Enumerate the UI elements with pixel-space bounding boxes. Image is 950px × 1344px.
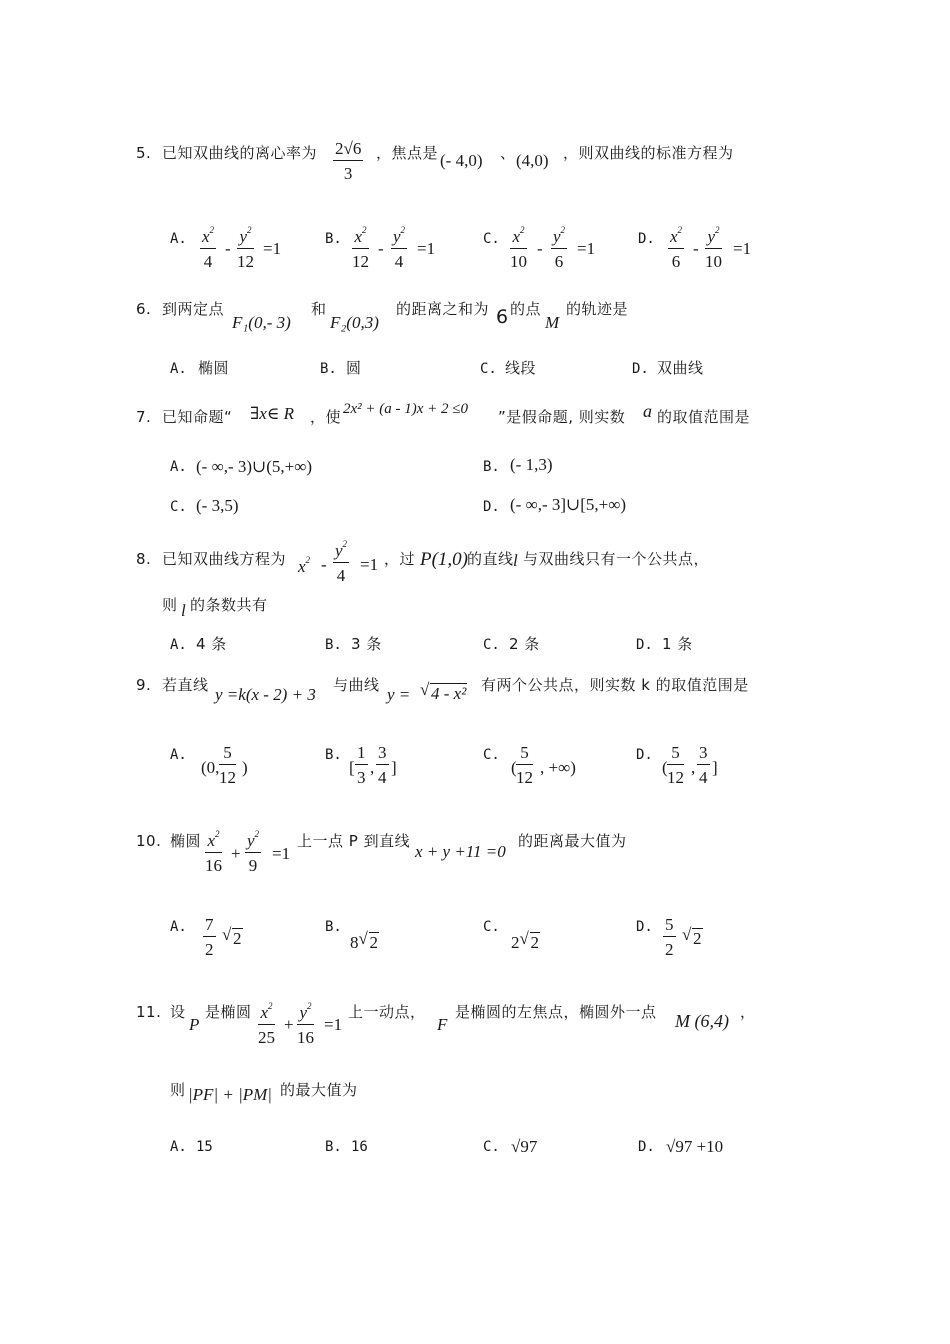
- question-stem: 与曲线: [333, 676, 380, 694]
- option-text: 15: [196, 1139, 213, 1155]
- eccentricity-fraction: $\frac{2√6}{3}$: [335, 139, 362, 183]
- option-label: B.: [325, 637, 342, 653]
- option-label: C.: [170, 499, 187, 515]
- question-stem: 设: [170, 1003, 186, 1021]
- y-fraction: $\frac{y^2}{16}$: [297, 1001, 314, 1047]
- exists-expression: ∃x∈ R: [250, 404, 294, 423]
- point-p: P(1,0): [420, 549, 469, 570]
- option-text: (- 1,3): [510, 455, 553, 474]
- option-label: C.: [483, 231, 500, 247]
- option-text: (- ∞,- 3)∪(5,+∞): [196, 457, 313, 476]
- exam-page: 5. 已知双曲线的离心率为 $\frac{2√6}{3}$ ，焦点是 (- 4,0) 、 (4,0) ，则双曲线的标准方程为 A. $\frac{x^2}{4}$ - $\frac{y^2}{12}$ =1 B. $\frac{x^2}{12}$ - $\frac{y^2}{4}$ =1 C. $\frac{x^2}{10}$ - $\frac{y^2}{6}$ =1 D. $\frac{x^2}{6}$ - $\frac{y^2}{10}$ =1 6. 到两定点 F₁(0,- 3) 和 F₂(0,3) 的距离之和为 6 的点 M 的轨迹是 A. 椭圆 B. 圆 C. 线段 D. 双曲线 7. 已知命题“ ∃x∈ R ，使 2x² + (a - 1)x + 2 ≤0 ”是假命题, 则实数 a 的取值范围是 A. (- ∞,- 3)∪(5,+∞) B. (- 1,3) C. (- 3,5) D. (- ∞,- 3]∪[5,+∞) 8. 已知双曲线方程为 $x^2$ - $\frac{y^2}{4}$ =1 ，过 P(1,0) 的直线 l 与双曲线只有一个公共点， 则 l 的条数共有 A. 4 条 B. 3 条 C. 2 条 D. 1 条 9. 若直线 y =k(x - 2) + 3 与曲线 y = √ 4 - x² 有两个公共点，则实数 k 的取值范围是 A. (0, $\frac{5}{12}$ ) B. [ $\frac{1}{3}$ , $\frac{3}{4}$ ] C. ( $\frac{5}{12}$ , +∞) D. ( $\frac{5}{12}$ , $\frac{3}{4}$ ] 10. 椭圆 $\frac{x^2}{16}$ + $\frac{y^2}{9}$ =1 上一点 P 到直线 x + y +11 =0 的距离最大值为 A. $\frac{7}{2}$ √ 2 B. 8 √ 2 C. 2 √ 2 D. $\frac{5}{2}$ √ 2 11. 设 P 是椭圆 $\frac{x^2}{25}$ + $\frac{y^2}{16}$ =1 上一动点， F 是椭圆的左焦点，椭圆外一点 M (6,4) ， 则 |PF| + |PM| 的最大值为 A. 15 B. 16 C. √97 D. √97 +10: [136, 139, 756, 1156]
- question-number: 10.: [136, 832, 162, 850]
- question-number: 8.: [136, 550, 152, 568]
- option-text: 圆: [346, 359, 362, 377]
- curve-equation: y =: [387, 685, 411, 704]
- option-text: 双曲线: [657, 359, 704, 377]
- line-equation: x + y +11 =0: [415, 842, 506, 861]
- question-stem: ”是假命题, 则实数: [498, 408, 626, 426]
- option-label: B.: [483, 459, 500, 475]
- option-text: 4 条: [196, 635, 227, 653]
- distance-value: 6: [496, 306, 509, 328]
- focus-f: F: [437, 1015, 448, 1034]
- question-stem: 和: [311, 300, 327, 318]
- variable-a: a: [643, 401, 652, 421]
- question-stem: 的取值范围是: [657, 408, 751, 426]
- option-label: A.: [170, 361, 187, 377]
- question-stem: 与双曲线只有一个公共点，: [523, 550, 710, 568]
- question-stem: 到两定点: [162, 300, 225, 318]
- question-stem: 若直线: [162, 676, 209, 694]
- option-label: D.: [483, 499, 500, 515]
- x-fraction: $\frac{x^2}{16}$: [205, 829, 222, 875]
- question-stem: 的条数共有: [190, 596, 268, 614]
- option-label: A.: [170, 459, 187, 475]
- option-label: D.: [636, 747, 653, 763]
- question-stem: ，过: [384, 550, 416, 568]
- question-stem: 已知双曲线方程为: [162, 550, 287, 568]
- equation-rhs: =1: [360, 555, 379, 574]
- y-fraction: $\frac{y^2}{4}$: [335, 539, 348, 585]
- point-m: M: [545, 313, 560, 332]
- option-label: C.: [480, 361, 497, 377]
- question-stem: 是椭圆的左焦点，椭圆外一点: [455, 1003, 657, 1021]
- option-text: (- ∞,- 3]∪[5,+∞): [510, 495, 627, 514]
- option-label: B.: [325, 919, 342, 935]
- question-stem: 的最大值为: [280, 1081, 358, 1099]
- question-stem: 是椭圆: [205, 1003, 252, 1021]
- option-label: D.: [632, 361, 649, 377]
- x-fraction: $\frac{x^2}{10}$: [510, 225, 527, 271]
- x-fraction: $\frac{x^2}{12}$: [352, 225, 369, 271]
- y-fraction: $\frac{y^2}{9}$: [247, 829, 260, 875]
- option-label: B.: [325, 747, 342, 763]
- option-label: B.: [325, 231, 342, 247]
- option-label: C.: [483, 637, 500, 653]
- focus-2: (4,0): [516, 151, 549, 170]
- question-stem: ，使: [310, 408, 342, 426]
- option-text: 椭圆: [198, 359, 230, 377]
- option-label: A.: [170, 1139, 187, 1155]
- option-text: 2 条: [509, 635, 540, 653]
- y-fraction: $\frac{y^2}{4}$: [393, 225, 406, 271]
- option-label: D.: [636, 919, 653, 935]
- option-text: 16: [351, 1139, 368, 1155]
- option-label: C.: [483, 1139, 500, 1155]
- option-label: B.: [320, 361, 337, 377]
- question-stem: 已知双曲线的离心率为: [162, 144, 318, 162]
- question-stem: 椭圆: [170, 832, 202, 850]
- question-stem: ，焦点是: [376, 144, 439, 162]
- question-stem: 的点: [510, 300, 542, 318]
- focus-1: (- 4,0): [440, 151, 483, 170]
- question-number: 7.: [136, 408, 152, 426]
- question-number: 9.: [136, 676, 152, 694]
- option-text: 3 条: [351, 635, 382, 653]
- sum-expression: |PF| + |PM|: [188, 1085, 272, 1104]
- question-stem: 上一点 P 到直线: [297, 832, 411, 850]
- curve-radicand: 4 - x²: [431, 684, 467, 703]
- option-label: D.: [638, 231, 655, 247]
- option-label: D.: [636, 637, 653, 653]
- separator: 、: [500, 144, 516, 162]
- option-label: A.: [170, 231, 187, 247]
- point-m: M (6,4): [675, 1011, 729, 1031]
- option-text: √97 +10: [666, 1137, 724, 1156]
- point-p: P: [189, 1015, 200, 1034]
- question-number: 5.: [136, 144, 152, 162]
- y-fraction: $\frac{y^2}{10}$: [705, 225, 722, 271]
- point-f2: F₂(0,3): [330, 313, 379, 332]
- question-number: 11.: [136, 1003, 162, 1021]
- option-label: A.: [170, 919, 187, 935]
- y-fraction: $\frac{y^2}{6}$: [553, 225, 566, 271]
- option-label: B.: [325, 1139, 342, 1155]
- line-l: l: [513, 551, 518, 570]
- question-stem: 的距离之和为: [396, 300, 490, 318]
- x-fraction: $\frac{x^2}{6}$: [670, 225, 683, 271]
- question-stem: ，: [740, 1003, 756, 1021]
- question-stem: ，则双曲线的标准方程为: [563, 144, 734, 162]
- question-stem: 的轨迹是: [566, 300, 629, 318]
- line-equation: y =k(x - 2) + 3: [215, 685, 316, 704]
- question-stem: 的直线: [467, 550, 514, 568]
- option-label: A.: [170, 747, 187, 763]
- question-stem: 则: [162, 596, 178, 614]
- question-stem: 则: [170, 1081, 186, 1099]
- option-text: 线段: [505, 359, 537, 377]
- x-fraction: $\frac{x^2}{25}$: [258, 1001, 275, 1047]
- option-text: √97: [511, 1137, 538, 1156]
- question-stem: 有两个公共点，则实数 k 的取值范围是: [481, 676, 749, 694]
- option-label: C.: [483, 919, 500, 935]
- x-fraction: $\frac{x^2}{4}$: [202, 225, 215, 271]
- option-text: 1 条: [662, 635, 693, 653]
- option-label: C.: [483, 747, 500, 763]
- question-number: 6.: [136, 300, 152, 318]
- option-text: (- 3,5): [196, 496, 239, 515]
- question-stem: 上一动点，: [348, 1003, 426, 1021]
- y-fraction: $\frac{y^2}{12}$: [237, 225, 254, 271]
- inequality: 2x² + (a - 1)x + 2 ≤0: [343, 401, 469, 417]
- question-stem: 已知命题“: [162, 408, 233, 426]
- option-label: A.: [170, 637, 187, 653]
- question-stem: 的距离最大值为: [518, 832, 627, 850]
- option-label: D.: [638, 1139, 655, 1155]
- point-f1: F₁(0,- 3): [232, 313, 291, 332]
